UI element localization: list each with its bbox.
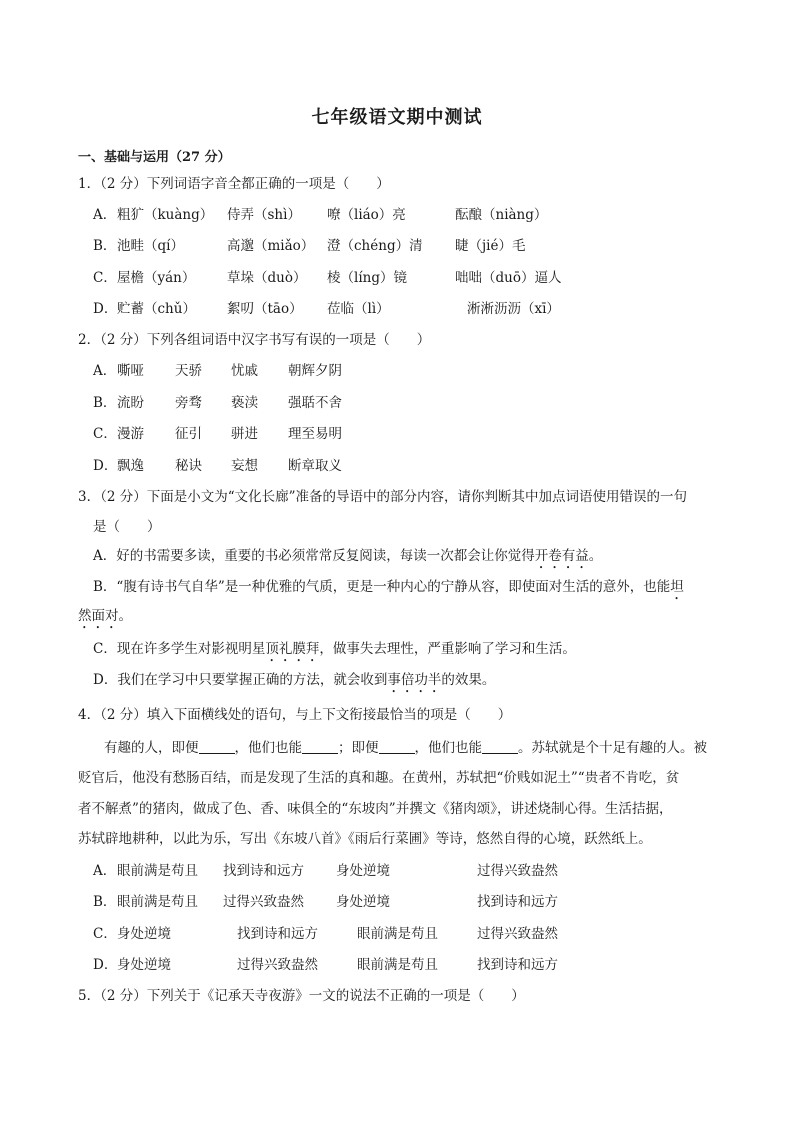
passage-line-3: 者不解煮”的猪肉，做成了色、香、味俱全的“东坡肉”并撰文《猪肉颂》，讲述烧制心得。生活拮据， (78, 801, 673, 817)
answer-blank (199, 739, 235, 754)
option-term: 过得兴致盎然 (477, 926, 558, 942)
option-term: 嘶哑 (117, 363, 144, 379)
option-term: 朝辉夕阴 (288, 363, 342, 379)
option-term: 眼前满是苟且 (357, 926, 438, 942)
question-3-option-b-cont: 然面对。 (78, 608, 132, 624)
option-term: 莅临（lì） (327, 301, 390, 317)
option-term: 骈进 (231, 426, 258, 442)
option-term: 忧戚 (231, 363, 258, 379)
section-heading: 一、基础与运用（27 分） (78, 150, 231, 165)
passage-line-1: 有趣的人，即便 ，他们也能 ；即便 ，他们也能 。苏轼就是个十足有趣的人。被 (104, 740, 707, 756)
option-term: 过得兴致盎然 (477, 863, 558, 879)
dotted-term: 开卷有益 (534, 548, 589, 564)
dotted-term: 事倍功半 (387, 672, 442, 688)
option-term: 秘诀 (175, 458, 202, 474)
option-term: 眼前满是苟且 (117, 863, 198, 879)
question-3-option-a: A．好的书需要多读，重要的书必须常常反复阅读，每读一次都会让你觉得开卷有益。 (93, 548, 603, 564)
dotted-term: 然面对 (78, 608, 119, 624)
option-term: 找到诗和远方 (477, 957, 558, 973)
option-term: 澄（chéng）清 (327, 238, 423, 254)
option-term: 眼前满是苟且 (357, 957, 438, 973)
dotted-term: 坦 (670, 579, 684, 595)
option-term: 断章取义 (288, 458, 342, 474)
option-term: 理至易明 (288, 426, 342, 442)
question-3-option-d: D．我们在学习中只要掌握正确的方法，就会收到事倍功半的效果。 (93, 672, 496, 688)
option-term: 流盼 (117, 395, 144, 411)
option-term: 找到诗和远方 (237, 926, 318, 942)
option-term: 屋檐（yán） (117, 270, 196, 286)
page-title: 七年级语文期中测试 (311, 107, 483, 128)
option-term: 淅淅沥沥（xī） (467, 301, 560, 317)
option-term: 身处逆境 (336, 863, 390, 879)
answer-blank (482, 739, 518, 754)
question-3-stem: 3．（2 分）下面是小文为“文化长廊”准备的导语中的部分内容，请你判断其中加点词语使用错误的一句 (78, 489, 688, 505)
question-3-stem-cont: 是（ ） (93, 519, 161, 535)
option-term: 草垛（duò） (227, 270, 307, 286)
option-term: 嘹（liáo）亮 (327, 207, 406, 223)
option-term: 眼前满是苟且 (117, 894, 198, 910)
answer-blank (302, 739, 338, 754)
answer-blank (379, 739, 415, 754)
option-term: 强聒不舍 (288, 395, 342, 411)
option-term: 侍弄（shì） (227, 207, 301, 223)
option-term: 身处逆境 (117, 926, 171, 942)
passage-line-4: 苏轼辟地耕种，以此为乐，写出《东坡八首》《雨后行菜圃》等诗，悠然自得的心境，跃然纸上。 (78, 831, 652, 847)
question-2-stem: 2．（2 分）下列各组词语中汉字书写有误的一项是（ ） (78, 332, 431, 348)
option-term: 飘逸 (117, 458, 144, 474)
option-term: 找到诗和远方 (223, 863, 304, 879)
option-term: 棱（líng）镜 (327, 270, 407, 286)
option-term: 咄咄（duō）逼人 (455, 270, 562, 286)
option-term: 身处逆境 (117, 957, 171, 973)
option-term: 亵渎 (231, 395, 258, 411)
dotted-term: 顶礼膜拜 (265, 641, 320, 657)
option-term: 征引 (175, 426, 202, 442)
option-term: 旁骛 (175, 395, 202, 411)
question-5-stem: 5．（2 分）下列关于《记承天寺夜游》一文的说法不正确的一项是（ ） (78, 988, 525, 1004)
option-term: 身处逆境 (336, 894, 390, 910)
option-term: 过得兴致盎然 (223, 894, 304, 910)
option-term: 絮叨（tāo） (227, 301, 303, 317)
option-term: 找到诗和远方 (477, 894, 558, 910)
option-term: 池畦（qí） (117, 238, 184, 254)
option-term: 酝酿（niàng） (455, 207, 548, 223)
question-1-stem: 1．（2 分）下列词语字音全都正确的一项是（ ） (78, 176, 390, 192)
option-term: 粗犷（kuàng） (117, 207, 214, 223)
question-3-option-c: C．现在许多学生对影视明星顶礼膜拜，做事失去理性，严重影响了学习和生活。 (93, 641, 576, 657)
option-term: 妄想 (231, 458, 258, 474)
question-4-stem: 4．（2 分）填入下面横线处的语句，与上下文衔接最恰当的项是（ ） (78, 707, 512, 723)
option-term: 睫（jié）毛 (455, 238, 526, 254)
question-3-option-b: B．“腹有诗书气自华”是一种优雅的气质，更是一种内心的宁静从容，即使面对生活的意外，也能坦 (93, 579, 684, 595)
option-term: 天骄 (175, 363, 202, 379)
passage-line-2: 贬官后，他没有愁肠百结，而是发现了生活的真和趣。在黄州，苏轼把“价贱如泥土”“贵者不肯吃，贫 (78, 770, 680, 786)
option-term: 贮蓄（chǔ） (117, 301, 196, 317)
option-term: 过得兴致盎然 (237, 957, 318, 973)
exam-page: 七年级语文期中测试 一、基础与运用（27 分） 1．（2 分）下列词语字音全都正确的一项是（ ） A． 粗犷（kuàng） 侍弄（shì） 嘹（liáo）亮 酝酿（niàng） B． 池畦（qí） 高邈（miǎo） 澄（chéng）清 睫（jié）毛 C． 屋檐（yán） 草垛（duò） 棱（líng）镜 咄咄（duō）逼人 D． 贮蓄（chǔ） 絮叨（tāo） 莅临（lì） 淅淅沥沥（xī） 2．（2 分）下列各组词语中汉字书写有误的一项是（ ） A． 嘶哑 天骄 忧戚 朝辉夕阴 B． 流盼 旁骛 亵渎 强聒不舍 C． 漫游 征引 骈进 理至易明 D． 飘逸 秘诀 妄想 断章取义 3．（2 分）下面是小文为“文化长廊”准备的导语中的部分内容，请你判断其中加点词语使用错误的一句 是（ ） A．好的书需要多读，重要的书必须常常反复阅读，每读一次都会让你觉得开卷有益。 B．“腹有诗书气自华”是一种优雅的气质，更是一种内心的宁静从容，即使面对生活的意外，也能坦 然面对。 C．现在许多学生对影视明星顶礼膜拜，做事失去理性，严重影响了学习和生活。 D．我们在学习中只要掌握正确的方法，就会收到事倍功半的效果。 4．（2 分）填入下面横线处的语句，与上下文衔接最恰当的项是（ ） 有趣的人，即便 ，他们也能 ；即便 ，他们也能 。苏轼就是个十足有趣的人。被 贬官后，他没有愁肠百结，而是发现了生活的真和趣。在黄州，苏轼把“价贱如泥土”“贵者不肯吃，贫 者不解煮”的猪肉，做成了色、香、味俱全的“东坡肉”并撰文《猪肉颂》，讲述烧制心得。生活拮据， 苏轼辟地耕种，以此为乐，写出《东坡八首》《雨后行菜圃》等诗，悠然自得的心境，跃然纸上。 A． 眼前满是苟且 找到诗和远方 身处逆境 过得兴致盎然 B． 眼前满是苟且 过得兴致盎然 身处逆境 找到诗和远方 C． 身处逆境 找到诗和远方 眼前满是苟且 过得兴致盎然 D． 身处逆境 过得兴致盎然 眼前满是苟且 找到诗和远方 5．（2 分）下列关于《记承天寺夜游》一文的说法不正确的一项是（ ） (0, 0, 794, 1123)
option-term: 高邈（miǎo） (227, 238, 315, 254)
option-term: 漫游 (117, 426, 144, 442)
